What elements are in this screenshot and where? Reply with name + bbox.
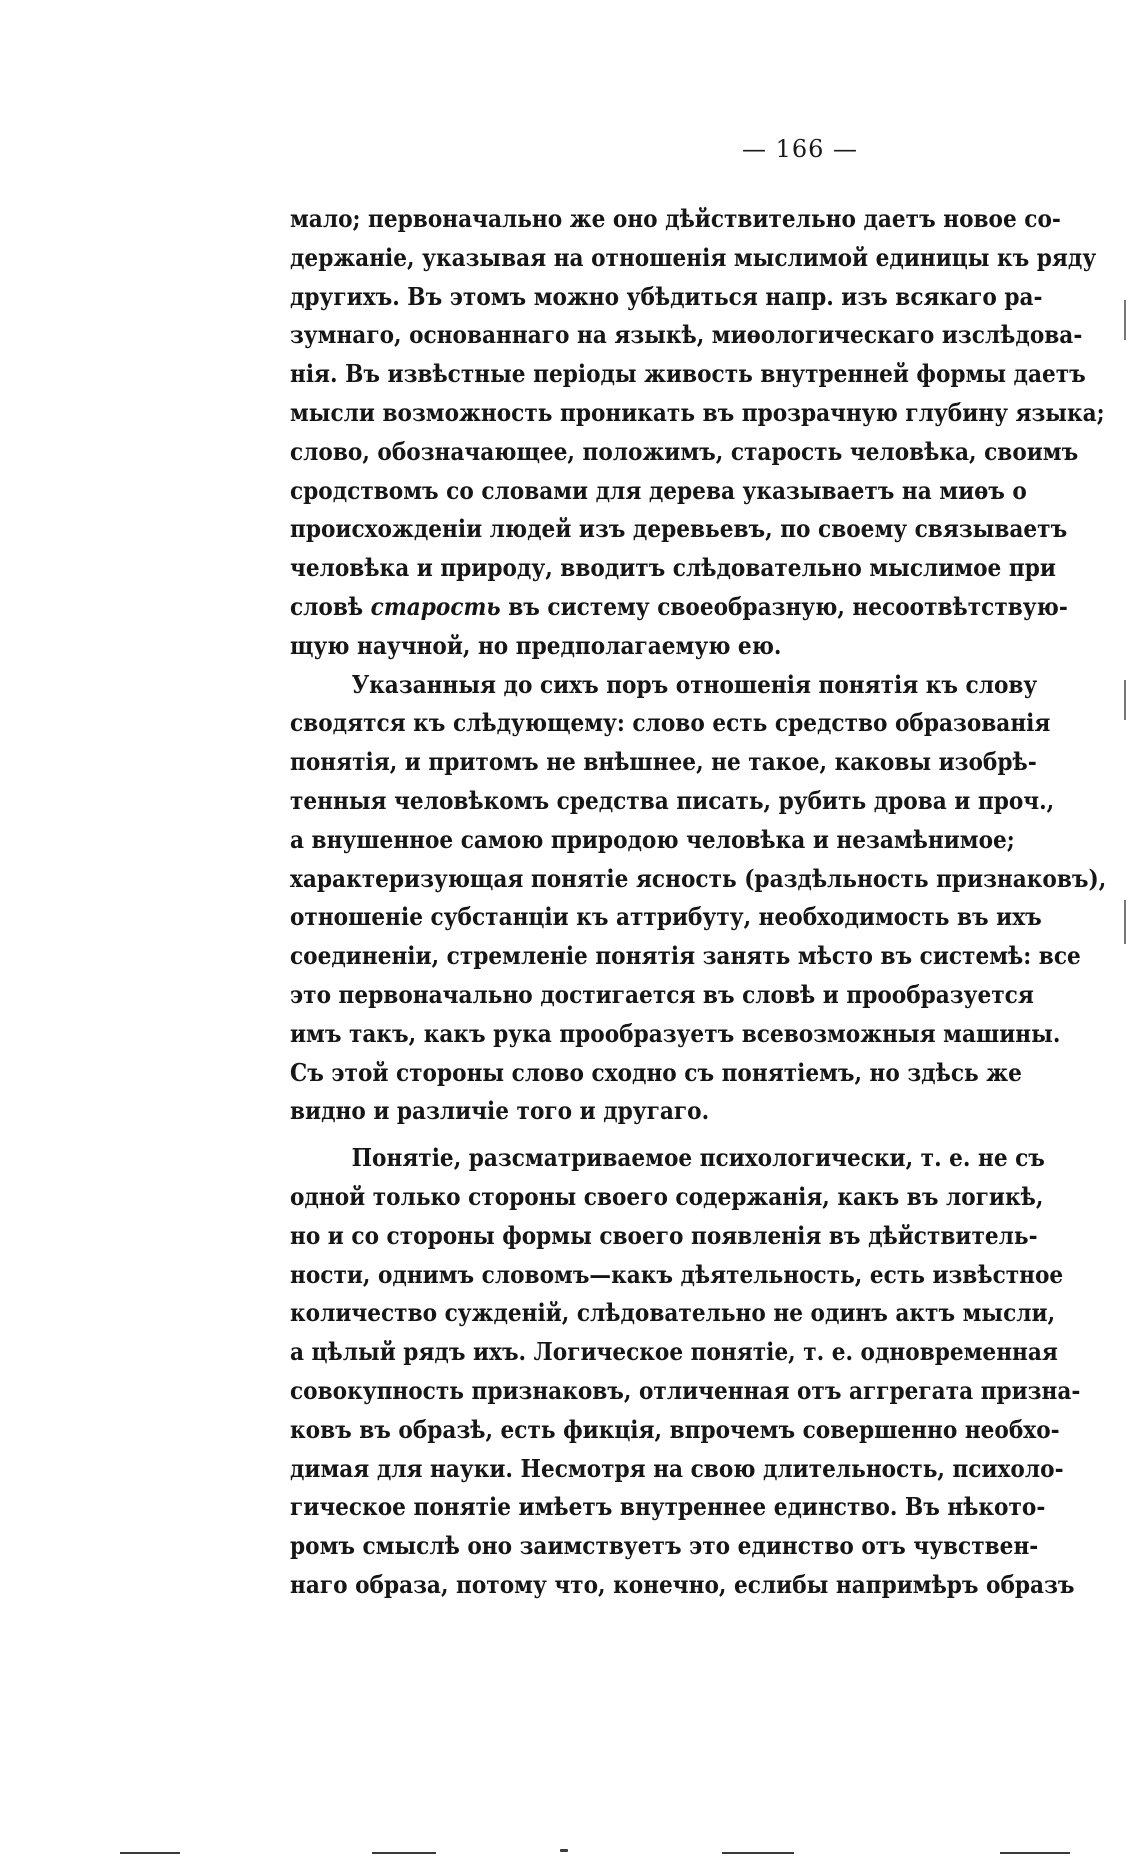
text-line: но и со стороны формы своего появленія въ дѣйствитель- bbox=[290, 1220, 1038, 1250]
emphasized-word: старость bbox=[370, 591, 501, 621]
text-line: зумнаго, основаннаго на языкѣ, миѳологическаго изслѣдова- bbox=[290, 320, 1083, 350]
scan-bottom-rule bbox=[372, 1852, 436, 1854]
scan-margin-mark bbox=[1124, 680, 1126, 720]
text-line: гическое понятіе имѣетъ внутреннее единство. Въ нѣкото- bbox=[290, 1492, 1046, 1522]
scan-bottom-rule bbox=[1000, 1852, 1070, 1854]
text-line: сводятся къ слѣдующему: слово есть средство образованія bbox=[290, 708, 1051, 738]
text-fragment: словѣ bbox=[290, 591, 371, 621]
text-line: видно и различіе того и другаго. bbox=[290, 1096, 710, 1126]
text-line: другихъ. Въ этомъ можно убѣдиться напр. изъ всякаго ра- bbox=[290, 281, 1043, 311]
scan-bottom-rule bbox=[120, 1852, 180, 1854]
text-line: понятія, и притомъ не внѣшнее, не такое, каковы изобрѣ- bbox=[290, 747, 1037, 777]
text-line: одной только стороны своего содержанія, какъ въ логикѣ, bbox=[290, 1181, 1044, 1211]
text-line: ковъ въ образѣ, есть фикція, впрочемъ совершенно необхо- bbox=[290, 1414, 1060, 1444]
scan-margin-mark bbox=[1124, 300, 1126, 340]
text-line: а цѣлый рядъ ихъ. Логическое понятіе, т. е. одновременная bbox=[290, 1337, 1058, 1367]
text-line: слово, обозначающее, положимъ, старость человѣка, своимъ bbox=[290, 436, 1079, 466]
text-line: имъ такъ, какъ рука прообразуетъ всевозможныя машины. bbox=[290, 1018, 1061, 1048]
page-number: — 166 — bbox=[741, 135, 859, 163]
text-line-with-emphasis bbox=[290, 588, 1068, 627]
text-line: сродствомъ со словами для дерева указываетъ на миѳъ о bbox=[290, 475, 1027, 505]
text-line: совокупность признаковъ, отличенная отъ аггрегата призна- bbox=[290, 1375, 1081, 1405]
text-line: мало; первоначально же оно дѣйствительно даетъ новое со- bbox=[290, 204, 1061, 233]
scan-margin-mark bbox=[1124, 900, 1126, 944]
text-line: человѣка и природу, вводитъ слѣдовательно мыслимое при bbox=[290, 553, 1056, 583]
paragraph-first-line: Понятіе, разсматриваемое психологически, т. е. не съ bbox=[351, 1143, 1045, 1173]
text-line: Съ этой стороны слово сходно съ понятіемъ, но здѣсь же bbox=[290, 1057, 1022, 1087]
text-line: соединеніи, стремленіе понятія занять мѣсто въ системѣ: все bbox=[290, 941, 1081, 971]
paragraph-first-line: Указанныя до сихъ поръ отношенія понятія къ слову bbox=[351, 669, 1038, 699]
text-line: характеризующая понятіе ясность (раздѣльность признаковъ), bbox=[290, 863, 1107, 893]
text-line: димая для науки. Несмотря на свою длительность, психоло- bbox=[290, 1453, 1064, 1483]
text-line: а внушенное самою природою человѣка и незамѣнимое; bbox=[290, 824, 1015, 854]
text-line: наго образа, потому что, конечно, еслибы напримѣръ образъ bbox=[290, 1569, 1075, 1599]
text-line: отношеніе субстанціи къ аттрибуту, необходимость въ ихъ bbox=[290, 902, 1042, 932]
text-line: ромъ смыслѣ оно заимствуетъ это единство отъ чувствен- bbox=[290, 1531, 1039, 1561]
text-line: мысли возможность проникать въ прозрачную глубину языка; bbox=[290, 397, 1105, 427]
main-text bbox=[290, 200, 1107, 1605]
text-line: происхожденіи людей изъ деревьевъ, по своему связываетъ bbox=[290, 514, 1068, 544]
text-line: держаніе, указывая на отношенія мыслимой единицы къ ряду bbox=[290, 242, 1097, 272]
text-line: щую научной, но предполагаемую ею. bbox=[290, 630, 782, 660]
text-line: количество сужденій, слѣдовательно не одинъ актъ мысли, bbox=[290, 1298, 1056, 1328]
scan-bottom-rule bbox=[722, 1852, 794, 1854]
scan-bottom-dot bbox=[560, 1849, 568, 1852]
paragraph-gap bbox=[290, 1131, 1005, 1139]
text-line: нія. Въ извѣстные періоды живость внутренней формы даетъ bbox=[290, 359, 1086, 389]
text-line: это первоначально достигается въ словѣ и прообразуется bbox=[290, 979, 1034, 1009]
text-fragment: въ систему своеобразную, несоотвѣтствую- bbox=[500, 591, 1068, 621]
text-line: тенныя человѣкомъ средства писать, рубить дрова и проч., bbox=[290, 785, 1055, 815]
text-line: ности, однимъ словомъ—какъ дѣятельность, есть извѣстное bbox=[290, 1259, 1064, 1289]
